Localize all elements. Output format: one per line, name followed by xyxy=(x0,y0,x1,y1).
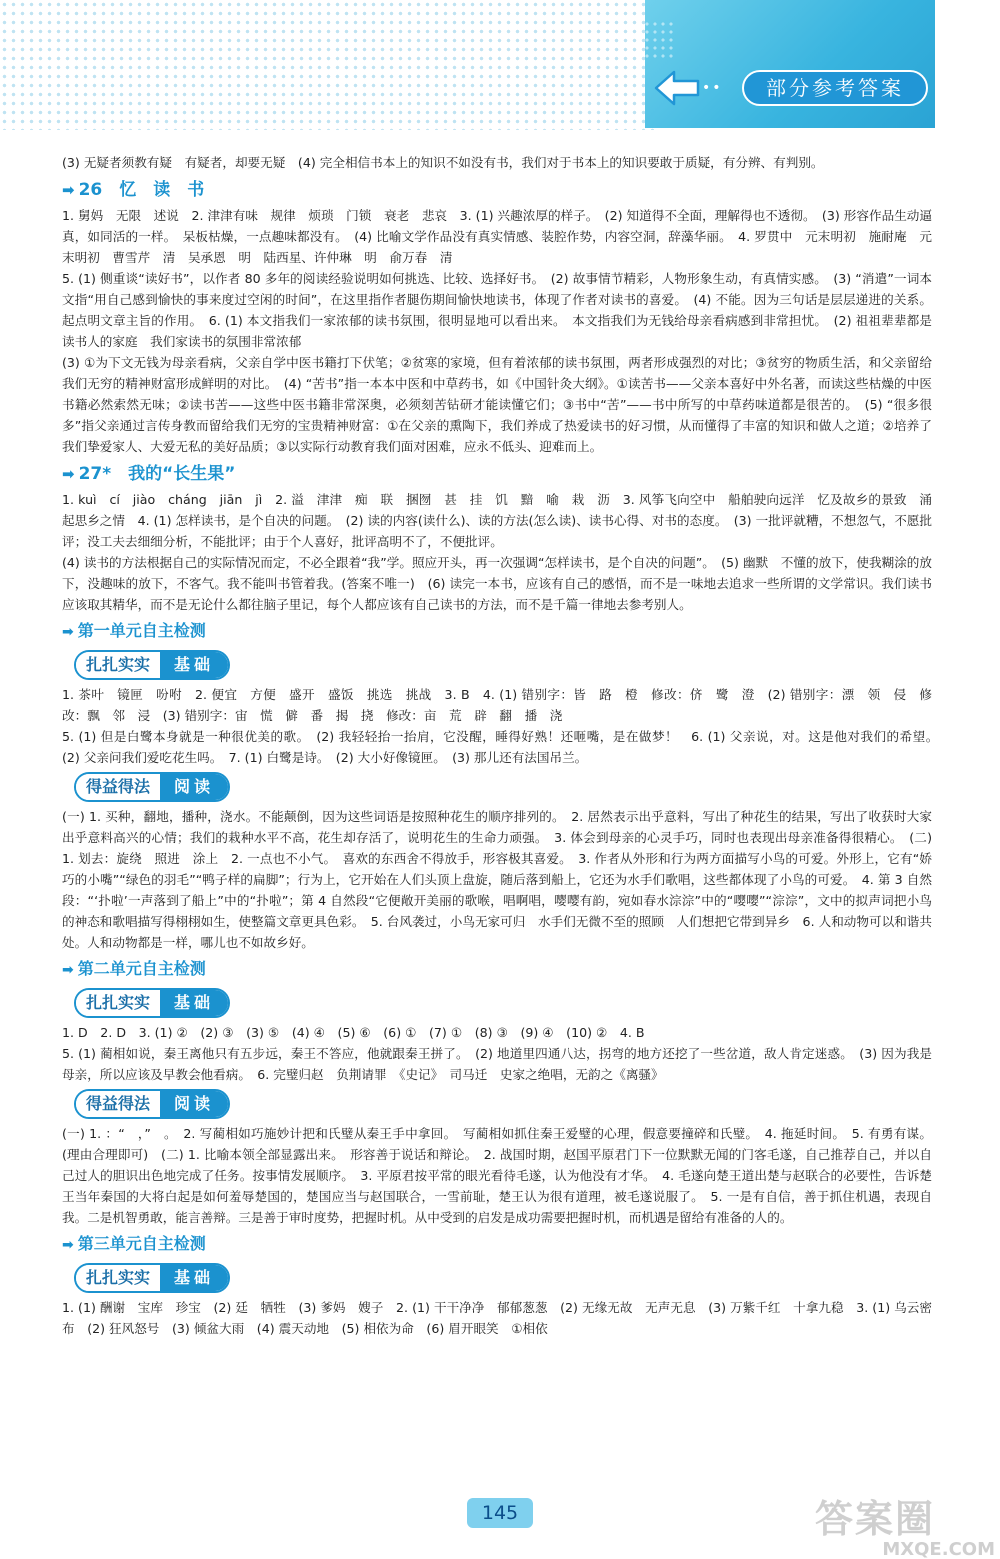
arrow-right-icon: ➡ xyxy=(62,1237,74,1253)
unit-3-basics-para: 1. (1) 酬谢 宝库 珍宝 (2) 廷 牺牲 (3) 爹妈 嫂子 2. (1) 干干净净 郁郁葱葱 (2) 无缘无故 无声无息 (3) 万紫千红 十拿九稳 3. (1) 乌云密布 (2) 狂风怒号 (3) 倾盆大雨 (4) 震天动地 (5) 相依为命 (6) 眉开眼笑 ①相依 xyxy=(62,1300,932,1336)
section-27-para: (4) 读书的方法根据自己的实际情况而定，不必全跟着“我”学。照应开头，再一次强调“怎样读书，是个自决的问题”。 (5) 幽默 不懂的放下，使我糊涂的放下，没趣味的放下，不客气。我不能叫书管着我。(答案不唯一) (6) 读完一本书，应该有自己的感悟，而不是一味地去追求一些所谓的文学常识。我们读书应该取其精华，而不是无论什么都往脑子里记，每个人都应该有自己读书的方法，而不是千篇一律地去参考别人。 xyxy=(62,555,932,612)
tag-basics xyxy=(74,650,230,680)
section-26-para: 5. (1) 侧重谈“读好书”，以作者 80 多年的阅读经验说明如何挑选、比较、选择好书。 (2) 故事情节精彩，人物形象生动，有真情实感。 (3) “消遣”一词本文指“用自己感到愉快的事来度过空闲的时间”，在这里指作者腿伤期间愉快地读书，体现了作者对读书的喜爱。 (4) 不能。因为三句话是层层递进的关系。起点明文章主旨的作用。 6. (1) 本文指我们一家浓郁的读书氛围，很明显地可以看出来。 本文指我们为无钱给母亲看病感到非常担忧。 (2) 祖祖辈辈都是读书人的家庭 我们家读书的氛围非常浓郁 xyxy=(62,271,932,349)
unit-2-basics-para: 1. D 2. D 3. (1) ② (2) ③ (3) ⑤ (4) ④ (5) ⑥ (6) ① (7) ① (8) ③ (9) ④ (10) ② 4. B xyxy=(62,1025,645,1040)
tag-basics xyxy=(74,1263,230,1293)
unit-1-reading-para: (一) 1. 买种，翻地，播种，浇水。不能颠倒，因为这些词语是按照种花生的顺序排列的。 2. 居然表示出乎意料，写出了种花生的结果，写出了收获时大家出乎意料高兴的心情；我们的栽种水平不高，花生却存活了，说明花生的生命力顽强。 3. 体会到母亲的心灵手巧，同时也表现出母亲准备得很精心。 (二) 1. 划去：旋绕 照进 涂上 2. 一点也不小气。 喜欢的东西舍不得放手，形容极其喜爱。 3. 作者从外形和行为两方面描写小鸟的可爱。外形上，它有“娇巧的小嘴”“绿色的羽毛”“鸭子样的扁脚”；行为上，它开始在人们头顶上盘旋，随后落到船上，它还为水手们歌唱，这些都体现了小鸟的可爱。 4. 第 3 自然段：“‘扑啦’一声落到了船上”中的“扑啦”；第 4 自然段“它便敞开美丽的歌喉，唱啊唱，嘤嘤有韵，宛如春水淙淙”中的“嘤嘤”“淙淙”，文中的拟声词把小鸟的神态和歌唱描写得栩栩如生，使整篇文章更具色彩。 5. 台风袭过，小鸟无家可归 水手们无微不至的照顾 人们想把它带到异乡 6. 人和动物可以和谐共处。人和动物都是一样，哪儿也不如故乡好。 xyxy=(62,809,932,950)
tag-right: 阅读 xyxy=(160,774,228,800)
header-dot-pattern xyxy=(0,0,660,130)
watermark-text: 答案圈 xyxy=(815,1497,936,1541)
watermark-logo xyxy=(815,1488,995,1558)
arrow-right-icon: ➡ xyxy=(62,465,75,483)
unit-2-reading-para: (一) 1. ：“ ，” 。 2. 写蔺相如巧施妙计把和氏璧从秦王手中拿回。 写蔺相如抓住秦王爱璧的心理，假意要撞碎和氏璧。 4. 拖延时间。 5. 有勇有谋。(理由合理即可) (二) 1. 比喻本领全部显露出来。 形容善于说话和辩论。 2. 战国时期，赵国平原君门下一位默默无闻的门客毛遂，自己推荐自己，并以自己过人的胆识出色地完成了任务。按事情发展顺序。 3. 平原君按平常的眼光看待毛遂，认为他没有才华。 4. 毛遂向楚王道出楚与赵联合的必要性，告诉楚王当年秦国的大将白起是如何羞辱楚国的，楚国应当与赵国联合，一雪前耻，楚王认为很有道理，被毛遂说服了。 5. 一是有自信，善于抓住机遇，表现自我。二是机智勇敢，能言善辩。三是善于审时度势，把握时机。从中受到的启发是成功需要把握时机，而机遇是留给有准备的人的。 xyxy=(62,1126,932,1225)
arrow-right-icon: ➡ xyxy=(62,181,75,199)
tag-left: 扎扎实实 xyxy=(76,652,160,678)
unit-title-text: 第一单元自主检测 xyxy=(77,621,206,640)
unit-2-title xyxy=(62,955,932,984)
page-number: 145 xyxy=(467,1498,533,1528)
unit-3-title xyxy=(62,1230,932,1259)
section-title-27 xyxy=(62,459,932,489)
tag-right: 基础 xyxy=(160,990,228,1016)
unit-title-text: 第三单元自主检测 xyxy=(77,1234,206,1253)
tag-right: 阅读 xyxy=(160,1091,228,1117)
intro-paragraph: (3) 无疑者须教有疑 有疑者，却要无疑 (4) 完全相信书本上的知识不如没有书，我们对于书本上的知识要敢于质疑，有分辨、有判别。 xyxy=(62,155,824,170)
unit-2-basics-para: 5. (1) 蔺相如说，秦王离他只有五步远，秦王不答应，他就跟秦王拼了。 (2) 地道里四通八达，拐弯的地方还挖了一些岔道，敌人肯定迷惑。 (3) 因为我是母亲，所以应该及早教会他看病。 6. 完璧归赵 负荆请罪 《史记》 司马迁 史家之绝唱，无韵之《离骚》 xyxy=(62,1046,932,1082)
tag-left: 扎扎实实 xyxy=(76,990,160,1016)
header-dots: •• xyxy=(702,80,723,96)
unit-1-basics-para: 5. (1) 但是白鹭本身就是一种很优美的歌。 (2) 我轻轻抬一抬肩，它没醒，睡得好熟！还咂嘴，是在做梦！ 6. (1) 父亲说，对。这是他对我们的希望。 (2) 父亲问我们爱吃花生吗。 7. (1) 白鹭是诗。 (2) 大小好像镜匣。 (3) 那儿还有法国吊兰。 xyxy=(62,729,945,765)
back-arrow-icon xyxy=(652,68,702,108)
watermark-url: MXQE.COM xyxy=(882,1539,995,1559)
tag-right: 基础 xyxy=(160,1265,228,1291)
tag-left: 得益得法 xyxy=(76,1091,160,1117)
header-banner xyxy=(645,0,935,128)
section-title-text: 27* 我的“长生果” xyxy=(78,464,236,484)
unit-1-title xyxy=(62,617,932,646)
arrow-right-icon: ➡ xyxy=(62,624,74,640)
answer-content xyxy=(62,152,945,1339)
tag-reading xyxy=(74,772,230,802)
section-title-26 xyxy=(62,175,932,205)
tag-left: 扎扎实实 xyxy=(76,1265,160,1291)
tag-left: 得益得法 xyxy=(76,774,160,800)
section-title-text: 26 忆 读 书 xyxy=(78,180,205,200)
section-26-para: 1. 舅妈 无限 述说 2. 津津有味 规律 烦琐 门锁 衰老 悲哀 3. (1) 兴趣浓厚的样子。 (2) 知道得不全面，理解得也不透彻。 (3) 形容作品生动逼真，如同活的一样。 呆板枯燥，一点趣味都没有。 (4) 比喻文学作品没有真实情感、装腔作势，内容空洞，辞藻华丽。 4. 罗贯中 元末明初 施耐庵 元末明初 曹雪芹 清 吴承恩 明 陆西星、许仲琳 明 俞万春 清 xyxy=(62,208,932,265)
section-26-para: (3) ①为下文无钱为母亲看病，父亲自学中医书籍打下伏笔；②贫寒的家境，但有着浓郁的读书氛围，两者形成强烈的对比；③贫穷的物质生活，和父亲留给我们无穷的精神财富形成鲜明的对比。 (4) “苦书”指一本本中医和中草药书，如《中国针灸大纲》。①读苦书——父亲本喜好中外名著，而读这些枯燥的中医书籍必然索然无味；②读书苦——这些中医书籍非常深奥，必须刻苦钻研才能读懂它们；③书中“苦”——书中所写的中草药味道都是很苦的。 (5) “很多很多”指父亲通过言传身教而留给我们无穷的宝贵精神财富：①在父亲的熏陶下，我们养成了热爱读书的好习惯，从而懂得了丰富的知识和做人之道；②培养了我们挚爱家人、大爱无私的美好品质；③以实际行动教育我们面对困难，应永不低头、迎难而上。 xyxy=(62,355,932,454)
tag-reading xyxy=(74,1089,230,1119)
header-title: 部分参考答案 xyxy=(742,70,928,106)
arrow-right-icon: ➡ xyxy=(62,962,74,978)
unit-1-basics-para: 1. 茶叶 镜匣 吩咐 2. 便宜 方便 盛开 盛饭 挑选 挑战 3. B 4. (1) 错别字：皆 路 橙 修改：侪 鹭 澄 (2) 错别字：漂 领 侵 修改：飘 邻 浸 (3) 错别字：宙 慌 僻 番 揭 挠 修改：亩 荒 辟 翻 播 浇 xyxy=(62,687,932,723)
section-27-para: 1. kuì cí jiào cháng jiān jì 2. 溢 津津 痴 联 捆囫 甚 挂 饥 黯 喻 栽 沥 3. 风筝飞向空中 船舶驶向远洋 忆及故乡的景致 涌起思乡之情 4. (1) 怎样读书，是个自决的问题。 (2) 读的内容(读什么)、读的方法(怎么读)、读书心得、对书的态度。 (3) 一批评就糟，不想忽气，不愿批评；没工夫去细细分析，不能批评；由于个人喜好，批评高明不了，不便批评。 xyxy=(62,492,932,549)
tag-basics xyxy=(74,988,230,1018)
unit-title-text: 第二单元自主检测 xyxy=(77,959,206,978)
tag-right: 基础 xyxy=(160,652,228,678)
